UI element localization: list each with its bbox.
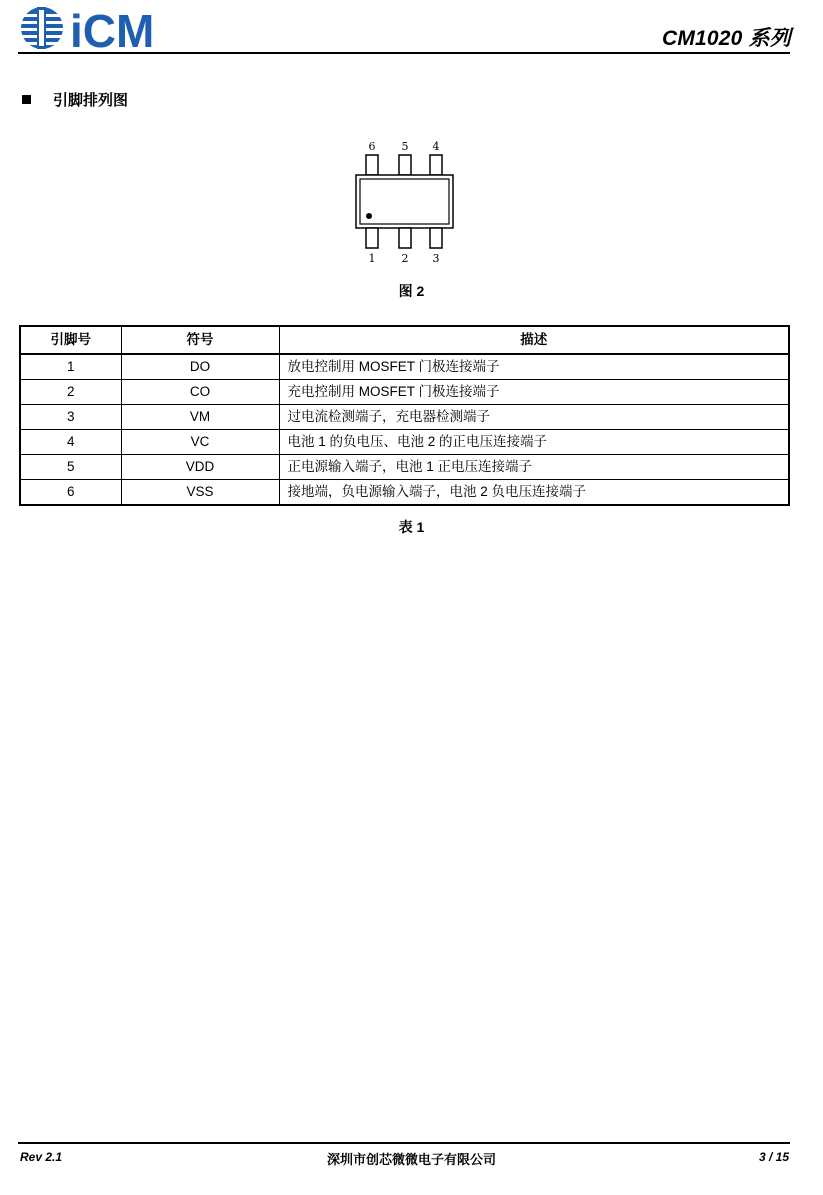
- pin-number-cell: 1: [20, 354, 121, 380]
- description-cell: 正电源输入端子，电池 1 正电压连接端子: [279, 455, 789, 480]
- pin-1-lead: [366, 228, 378, 248]
- logo-text: iCM: [70, 5, 155, 52]
- symbol-cell: VDD: [121, 455, 279, 480]
- pin-5-lead: [399, 155, 411, 175]
- table-caption: 表 1: [398, 519, 425, 535]
- square-bullet-icon: [22, 95, 31, 104]
- pin-number-cell: 2: [20, 380, 121, 405]
- table-row: [20, 430, 789, 455]
- pin-number-cell: 4: [20, 430, 121, 455]
- description-cell: 充电控制用 MOSFET 门极连接端子: [279, 380, 789, 405]
- table-row: [20, 380, 789, 405]
- pin-label-top: 4: [432, 140, 440, 153]
- symbol-cell: CO: [121, 380, 279, 405]
- pin-number-cell: 3: [20, 405, 121, 430]
- document-title: CM1020 系列: [661, 27, 791, 50]
- pin1-marker-dot: [366, 213, 372, 219]
- description-cell: 电池 1 的负电压、电池 2 的正电压连接端子: [279, 430, 789, 455]
- pin-label-bottom: 2: [401, 252, 409, 265]
- pin-number-cell: 5: [20, 455, 121, 480]
- pin-4-lead: [430, 155, 442, 175]
- column-header-symbol: 符号: [121, 326, 279, 354]
- table-row: [20, 405, 789, 430]
- icm-logo-icon: [20, 4, 185, 52]
- symbol-cell: VM: [121, 405, 279, 430]
- symbol-cell: VC: [121, 430, 279, 455]
- description-cell: 放电控制用 MOSFET 门极连接端子: [279, 354, 789, 380]
- page-number: 3 / 15: [758, 1150, 789, 1164]
- pin-label-top: 6: [368, 140, 376, 153]
- symbol-cell: VSS: [121, 480, 279, 506]
- pin-label-bottom: 1: [368, 252, 376, 265]
- description-cell: 过电流检测端子，充电器检测端子: [279, 405, 789, 430]
- pin-label-bottom: 3: [432, 252, 440, 265]
- pin-3-lead: [430, 228, 442, 248]
- footer-divider: [18, 1142, 790, 1144]
- company-name: 深圳市创芯微微电子有限公司: [326, 1152, 496, 1167]
- pin-6-lead: [366, 155, 378, 175]
- pin-number-cell: 6: [20, 480, 121, 506]
- globe-icon: [21, 7, 63, 49]
- pin-diagram: [345, 135, 465, 270]
- header-divider: [18, 52, 790, 54]
- symbol-cell: DO: [121, 354, 279, 380]
- section-heading-text: 引脚排列图: [53, 92, 129, 109]
- table-row: [20, 455, 789, 480]
- pin-label-top: 5: [401, 140, 409, 153]
- section-heading: [22, 89, 128, 110]
- revision-label: Rev 2.1: [20, 1150, 63, 1164]
- pin-2-lead: [399, 228, 411, 248]
- figure-caption: 图 2: [398, 283, 425, 299]
- description-cell: 接地端，负电源输入端子，电池 2 负电压连接端子: [279, 480, 789, 506]
- table-row: [20, 354, 789, 380]
- package-body: [356, 175, 453, 228]
- table-header-row: [20, 326, 789, 354]
- table-row: [20, 480, 789, 506]
- column-header-pin: 引脚号: [20, 326, 121, 354]
- pin-table: [19, 325, 790, 506]
- column-header-description: 描述: [279, 326, 789, 354]
